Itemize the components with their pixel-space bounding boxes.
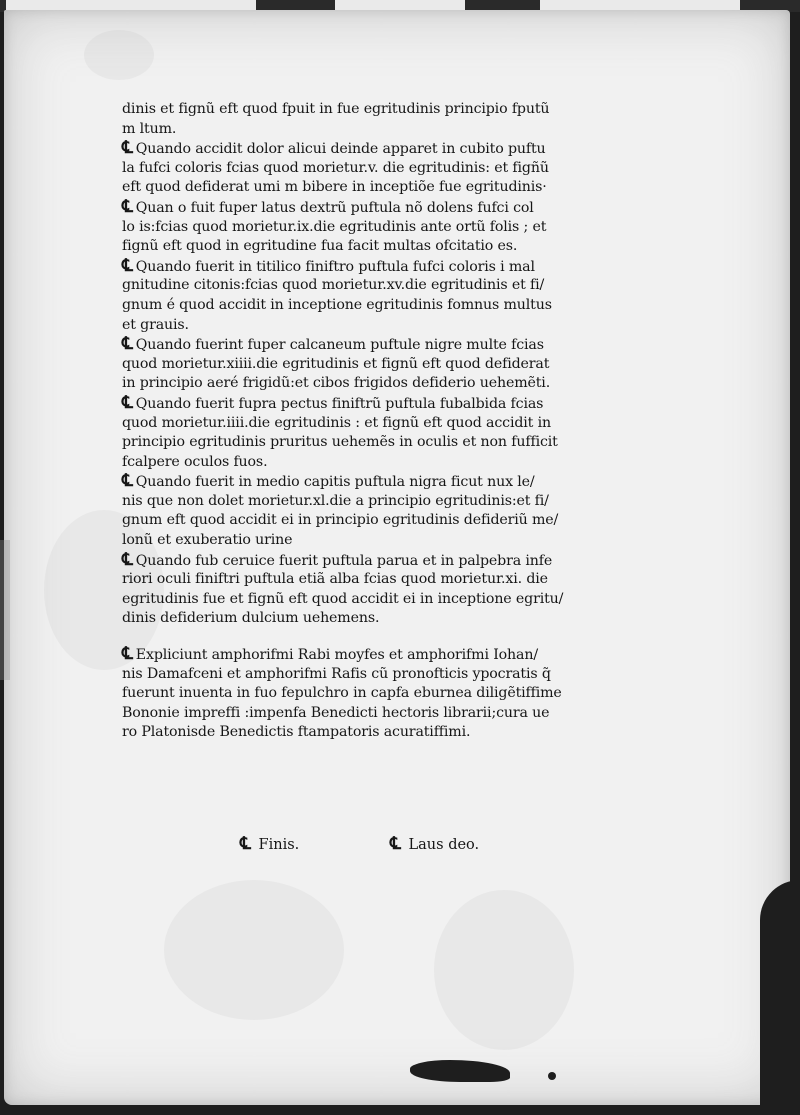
text-line-content: Quando fub ceruice fuerit puftula parua et in palpebra infe bbox=[135, 552, 553, 569]
text-line bbox=[122, 609, 622, 629]
text-line-content: nis Damafceni et amphorifmi Rafis cũ pronofticis ypocratis q̃ bbox=[122, 665, 551, 682]
text-line-content: fuerunt inuenta in fuo fepulchro in capfa eburnea diligẽtiffime bbox=[122, 685, 562, 702]
laus-text: Laus deo. bbox=[408, 837, 480, 853]
text-line bbox=[122, 120, 622, 140]
text-line bbox=[122, 218, 622, 238]
text-line-content: et grauis. bbox=[122, 316, 189, 333]
text-line bbox=[122, 178, 622, 198]
paragraph-mark-icon: ℄ bbox=[122, 255, 133, 276]
text-line-content: Bononie impreffi :impenfa Benedicti hectoris librarii;cura ue bbox=[122, 704, 550, 721]
text-line bbox=[122, 316, 622, 336]
text-line-content: lonũ et exuberatio urine bbox=[122, 532, 293, 549]
text-line-content: lo is:fcias quod morietur.ix.die egritudinis ante ortũ folis ; et bbox=[122, 218, 547, 235]
text-line bbox=[122, 433, 622, 453]
ink-blot bbox=[548, 1072, 556, 1080]
text-line-content: eft quod defiderat umi m bibere in inceptiõe fue egritudinis· bbox=[122, 179, 547, 196]
laus-label bbox=[390, 834, 479, 854]
paragraph-mark-icon: ℄ bbox=[122, 196, 133, 217]
text-line-content: la fufci coloris fcias quod morietur.v. die egritudinis: et figñũ bbox=[122, 159, 549, 176]
text-line-content: m ltum. bbox=[122, 120, 177, 137]
paragraph-mark-icon: ℄ bbox=[122, 471, 133, 492]
text-line-content: fignũ eft quod in egritudine fua facit multas ofcitatio es. bbox=[122, 238, 518, 255]
paragraph-mark-icon: ℄ bbox=[122, 334, 133, 355]
text-line-content: gnum é quod accidit in inceptione egritudinis fomnus multus bbox=[122, 296, 552, 313]
paragraph-mark-icon: ℄ bbox=[122, 392, 133, 413]
paragraph-mark-icon: ℄ bbox=[122, 644, 133, 665]
top-edge-paper bbox=[540, 0, 740, 10]
text-line bbox=[122, 335, 622, 355]
text-line bbox=[122, 257, 622, 277]
text-line bbox=[122, 453, 622, 473]
text-line-content: Quando fuerit fupra pectus finiftrũ puftula fubalbida fcias bbox=[135, 395, 544, 412]
text-line bbox=[122, 100, 622, 120]
paragraph-mark-icon: ℄ bbox=[122, 549, 133, 570]
text-line bbox=[122, 570, 622, 590]
paragraph-mark-icon: ℄ bbox=[390, 834, 401, 854]
text-line bbox=[122, 139, 622, 159]
text-line bbox=[122, 472, 622, 492]
text-line bbox=[122, 276, 622, 296]
text-line bbox=[122, 394, 622, 414]
text-line-content: Quando fuerint fuper calcaneum puftule nigre multe fcias bbox=[135, 337, 544, 354]
paragraph-mark-icon: ℄ bbox=[240, 834, 251, 854]
paper-stain bbox=[164, 880, 344, 1020]
text-line-content: nis que non dolet morietur.xl.die a principio egritudinis:et fi/ bbox=[122, 492, 549, 509]
text-line bbox=[122, 237, 622, 257]
text-line-content: Expliciunt amphorifmi Rabi moyfes et amphorifmi Iohan/ bbox=[135, 647, 538, 664]
paragraph-mark-icon: ℄ bbox=[122, 138, 133, 159]
text-line bbox=[122, 296, 622, 316]
text-line-content: riori oculi finiftri puftula etiã alba fcias quod morietur.xi. die bbox=[122, 571, 548, 588]
text-line-content: dinis defiderium dulcium uehemens. bbox=[122, 610, 380, 627]
text-line bbox=[122, 531, 622, 551]
text-line bbox=[122, 414, 622, 434]
text-line-content: Quando fuerit in medio capitis puftula nigra ficut nux le/ bbox=[135, 474, 535, 491]
text-line bbox=[122, 590, 622, 610]
paper-stain bbox=[434, 890, 574, 1050]
text-line-content: ro Platonisde Benedictis ftampatoris acuratiffimi. bbox=[122, 724, 471, 741]
text-line-content: quod morietur.xiiii.die egritudinis et fignũ eft quod defiderat bbox=[122, 355, 550, 372]
text-line bbox=[122, 374, 622, 394]
torn-left-edge bbox=[0, 540, 10, 680]
text-line-content: dinis et fignũ eft quod fpuit in fue egritudinis principio fputũ bbox=[122, 101, 550, 117]
text-line-content: in principio aeré frigidũ:et cibos frigidos defiderio uehemẽti. bbox=[122, 375, 551, 392]
paper-stain bbox=[84, 30, 154, 80]
text-line bbox=[122, 551, 622, 571]
colophon-line bbox=[122, 723, 622, 743]
colophon-line bbox=[122, 704, 622, 724]
text-line-content: fcalpere oculos fuos. bbox=[122, 453, 268, 470]
text-line-content: Quando accidit dolor alicui deinde apparet in cubito puftu bbox=[135, 141, 546, 158]
colophon-line bbox=[122, 645, 622, 665]
text-line bbox=[122, 355, 622, 375]
top-edge-paper bbox=[335, 0, 465, 10]
text-line-content: egritudinis fue et fignũ eft quod accidit ei in inceptione egritu/ bbox=[122, 590, 564, 607]
text-line bbox=[122, 511, 622, 531]
colophon-line bbox=[122, 665, 622, 685]
text-line-content: principio egritudinis pruritus uehemẽs in oculis et non fufficit bbox=[122, 434, 558, 451]
main-text-block bbox=[122, 100, 622, 743]
text-line bbox=[122, 492, 622, 512]
top-edge-paper bbox=[6, 0, 256, 10]
text-line-content: gnitudine citonis:fcias quod morietur.xv.die egritudinis et fi/ bbox=[122, 277, 545, 294]
text-line-content: quod morietur.iiii.die egritudinis : et fignũ eft quod accidit in bbox=[122, 414, 551, 431]
text-line-content: Quando fuerit in titilico finiftro puftula fufci coloris i mal bbox=[135, 258, 535, 275]
text-line bbox=[122, 159, 622, 179]
finis-label bbox=[240, 834, 299, 854]
text-line-content: Quan o fuit fuper latus dextrũ puftula nõ dolens fufci col bbox=[135, 199, 534, 216]
text-line-content: gnum eft quod accidit ei in principio egritudinis defideriũ me/ bbox=[122, 512, 559, 529]
finis-text: Finis. bbox=[258, 837, 300, 853]
text-line bbox=[122, 198, 622, 218]
torn-right-edge bbox=[760, 880, 800, 1115]
paragraph-gap bbox=[122, 629, 622, 645]
colophon-line bbox=[122, 684, 622, 704]
